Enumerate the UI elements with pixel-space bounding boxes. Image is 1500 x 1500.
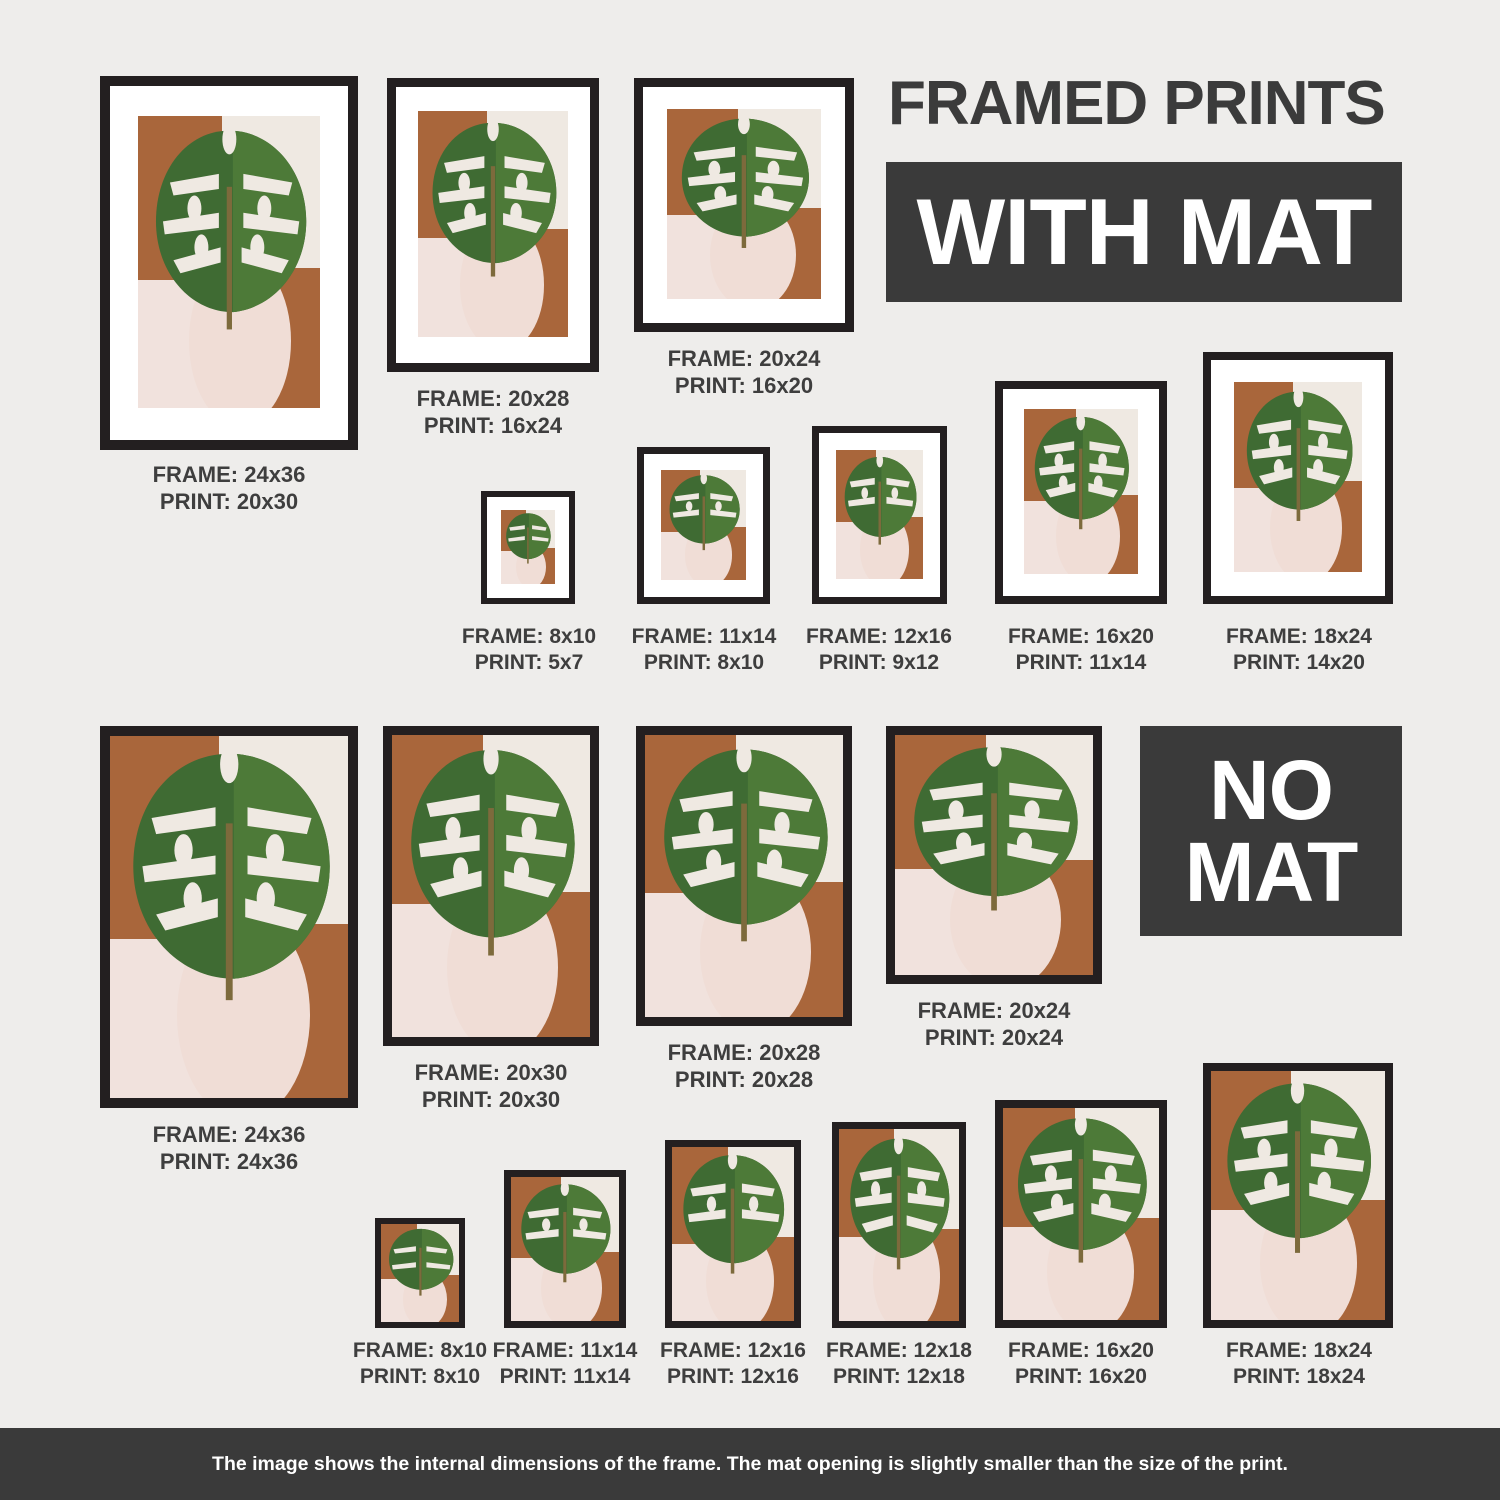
artwork bbox=[661, 470, 746, 580]
framed-print-no-mat-20x24[interactable] bbox=[886, 726, 1102, 984]
frame-label-with-mat-16x20: FRAME: 16x20 PRINT: 11x14 bbox=[1008, 625, 1154, 674]
framed-print-no-mat-16x20[interactable] bbox=[995, 1100, 1167, 1328]
no-mat-line-1: NO bbox=[1209, 742, 1333, 837]
artwork bbox=[511, 1177, 619, 1321]
framed-print-no-mat-8x10[interactable] bbox=[375, 1218, 465, 1328]
mat bbox=[396, 87, 590, 363]
framed-print-with-mat-11x14[interactable] bbox=[637, 447, 770, 604]
page-title: FRAMED PRINTS bbox=[888, 69, 1385, 138]
frame-label-with-mat-12x16: FRAME: 12x16 PRINT: 9x12 bbox=[806, 625, 952, 674]
frame-label-no-mat-11x14: FRAME: 11x14 PRINT: 11x14 bbox=[492, 1339, 638, 1388]
framed-print-no-mat-12x16[interactable] bbox=[665, 1140, 801, 1328]
mat bbox=[487, 497, 569, 598]
with-mat-banner: WITH MAT bbox=[886, 162, 1402, 302]
artwork bbox=[839, 1129, 959, 1321]
artwork bbox=[672, 1147, 794, 1321]
artwork bbox=[895, 735, 1093, 975]
framed-print-no-mat-11x14[interactable] bbox=[504, 1170, 626, 1328]
artwork bbox=[110, 736, 348, 1098]
frame-label-no-mat-20x28: FRAME: 20x28 PRINT: 20x28 bbox=[667, 1040, 821, 1092]
frame-label-with-mat-8x10: FRAME: 8x10 PRINT: 5x7 bbox=[461, 625, 597, 674]
no-mat-line-2: MAT bbox=[1184, 825, 1358, 919]
frame-label-no-mat-20x24: FRAME: 20x24 PRINT: 20x24 bbox=[917, 998, 1071, 1050]
mat bbox=[1211, 360, 1385, 596]
framed-print-with-mat-16x20[interactable] bbox=[995, 381, 1167, 604]
frame-label-no-mat-12x18: FRAME: 12x18 PRINT: 12x18 bbox=[826, 1339, 972, 1388]
frame-label-no-mat-16x20: FRAME: 16x20 PRINT: 16x20 bbox=[1008, 1339, 1154, 1388]
frame-label-no-mat-20x30: FRAME: 20x30 PRINT: 20x30 bbox=[414, 1060, 568, 1112]
framed-print-no-mat-12x18[interactable] bbox=[832, 1122, 966, 1328]
frame-label-no-mat-12x16: FRAME: 12x16 PRINT: 12x16 bbox=[660, 1339, 806, 1388]
artwork bbox=[1024, 409, 1138, 574]
artwork bbox=[667, 109, 821, 299]
framed-print-no-mat-20x28[interactable] bbox=[636, 726, 852, 1026]
mat bbox=[644, 454, 763, 597]
mat bbox=[819, 433, 940, 597]
artwork bbox=[381, 1224, 459, 1322]
framed-print-with-mat-8x10[interactable] bbox=[481, 491, 575, 604]
framed-print-no-mat-18x24[interactable] bbox=[1203, 1063, 1393, 1328]
frame-label-with-mat-20x28: FRAME: 20x28 PRINT: 16x24 bbox=[416, 386, 570, 438]
frame-label-with-mat-18x24: FRAME: 18x24 PRINT: 14x20 bbox=[1226, 625, 1372, 674]
footer-note: The image shows the internal dimensions of the frame. The mat opening is slightly smaller than the size of the print. bbox=[0, 1428, 1500, 1500]
framed-print-with-mat-20x24[interactable] bbox=[634, 78, 854, 332]
artwork bbox=[645, 735, 843, 1017]
artwork bbox=[1003, 1108, 1159, 1320]
frame-label-with-mat-24x36: FRAME: 24x36 PRINT: 20x30 bbox=[152, 462, 306, 514]
framed-print-with-mat-18x24[interactable] bbox=[1203, 352, 1393, 604]
frame-label-no-mat-18x24: FRAME: 18x24 PRINT: 18x24 bbox=[1226, 1339, 1372, 1388]
framed-print-with-mat-24x36[interactable] bbox=[100, 76, 358, 450]
frame-label-with-mat-11x14: FRAME: 11x14 PRINT: 8x10 bbox=[631, 625, 777, 674]
framed-print-no-mat-24x36[interactable] bbox=[100, 726, 358, 1108]
artwork bbox=[138, 116, 320, 408]
mat bbox=[643, 87, 845, 323]
mat bbox=[1003, 389, 1159, 596]
artwork bbox=[392, 735, 590, 1037]
artwork bbox=[836, 450, 923, 579]
mat bbox=[110, 86, 348, 440]
framed-print-no-mat-20x30[interactable] bbox=[383, 726, 599, 1046]
artwork bbox=[1234, 382, 1362, 572]
artwork bbox=[418, 111, 568, 337]
frame-label-no-mat-24x36: FRAME: 24x36 PRINT: 24x36 bbox=[152, 1122, 306, 1174]
artwork bbox=[501, 510, 555, 584]
artwork bbox=[1211, 1071, 1385, 1320]
framed-print-with-mat-20x28[interactable] bbox=[387, 78, 599, 372]
no-mat-banner bbox=[1140, 726, 1402, 936]
framed-print-with-mat-12x16[interactable] bbox=[812, 426, 947, 604]
frame-label-with-mat-20x24: FRAME: 20x24 PRINT: 16x20 bbox=[667, 346, 821, 398]
frame-label-no-mat-8x10: FRAME: 8x10 PRINT: 8x10 bbox=[352, 1339, 488, 1388]
